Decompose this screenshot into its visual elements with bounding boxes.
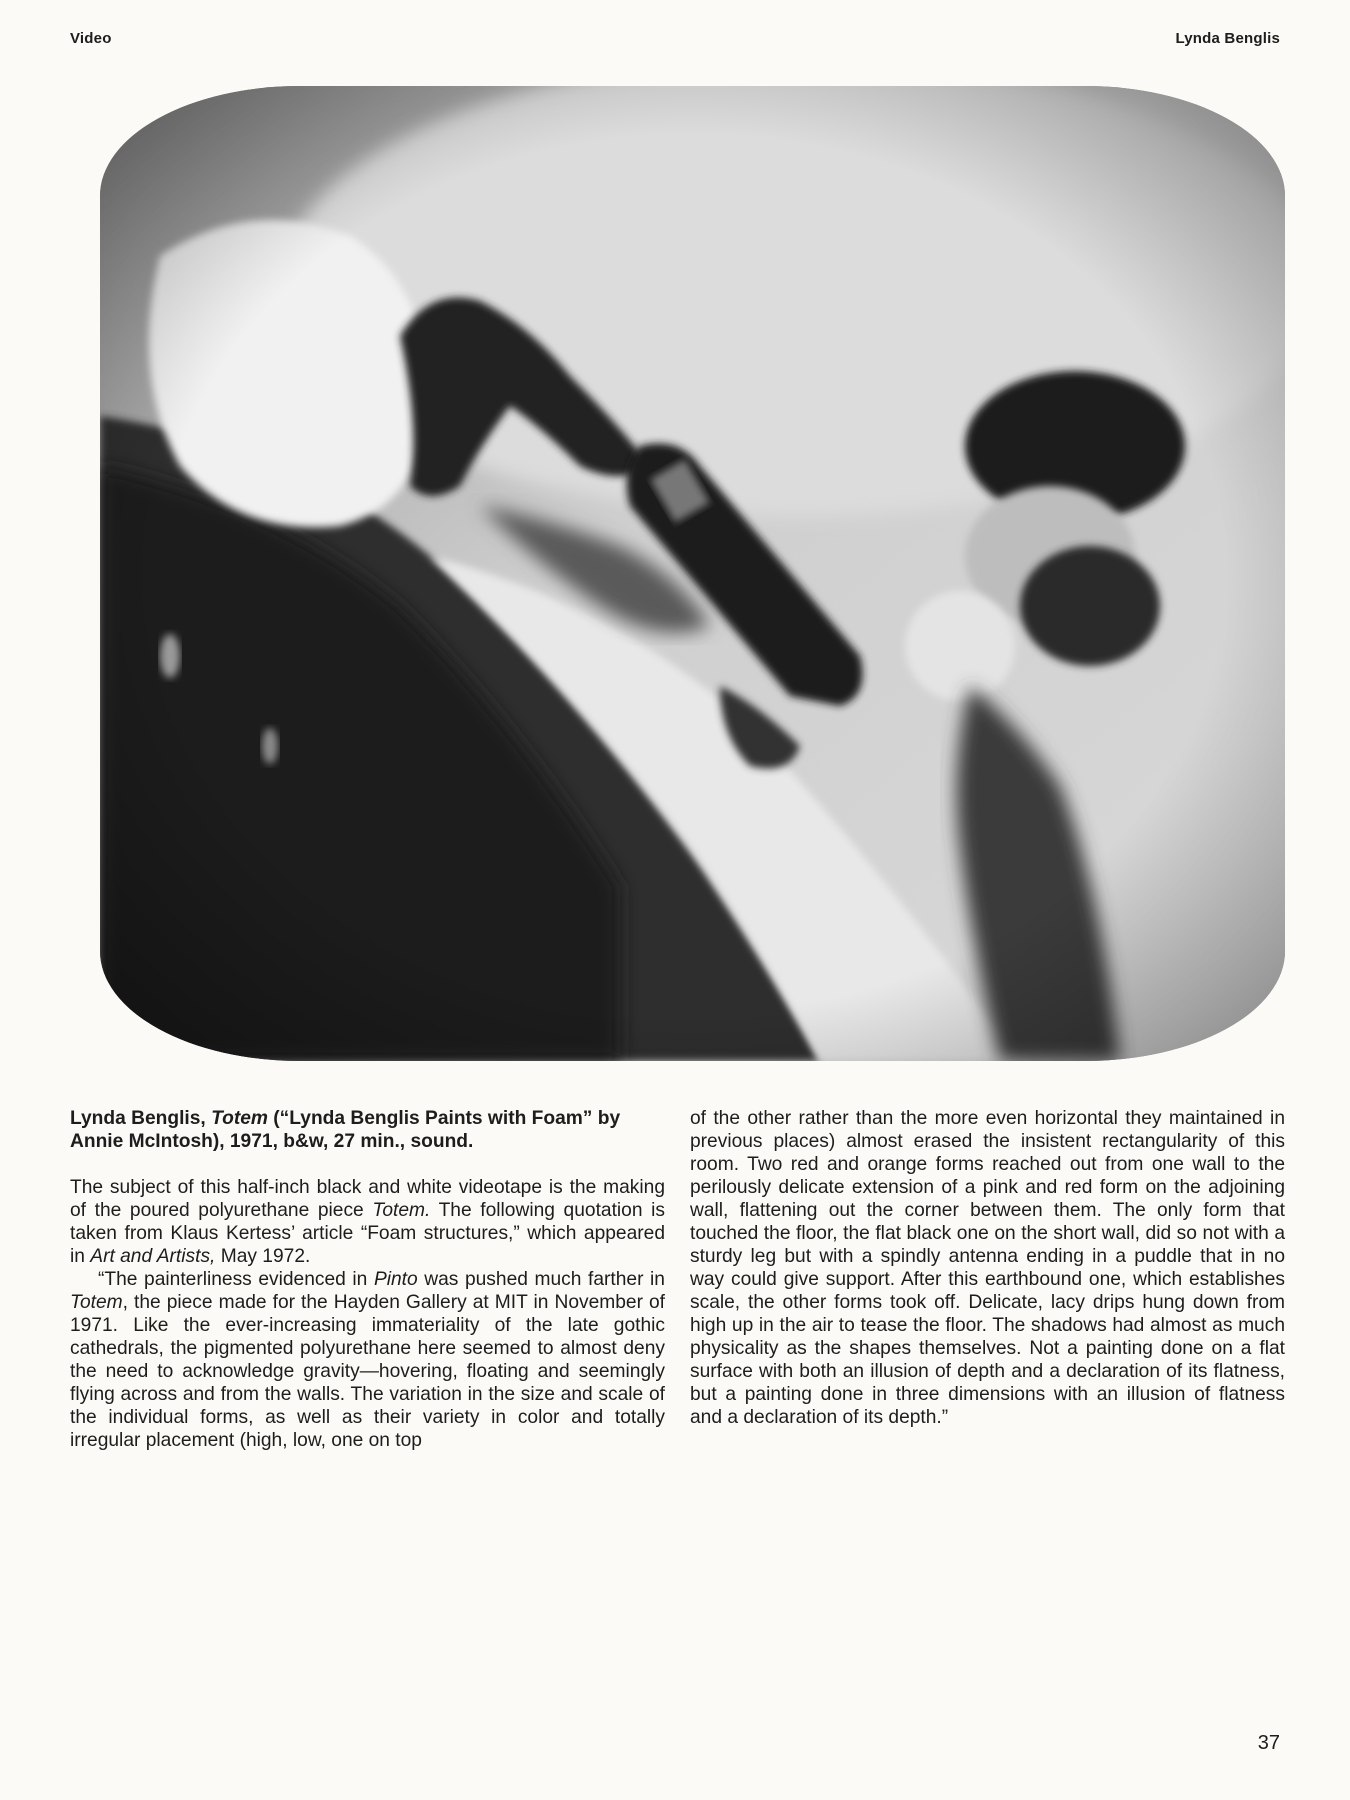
running-head-section: Video bbox=[70, 30, 112, 47]
page-number: 37 bbox=[1257, 1732, 1280, 1754]
body-text: May 1972. bbox=[215, 1246, 311, 1267]
body-paragraph-quote bbox=[70, 1268, 665, 1452]
video-still-image bbox=[100, 86, 1285, 1061]
figure-caption bbox=[70, 1107, 665, 1153]
caption-title: Totem bbox=[211, 1108, 268, 1129]
body-paragraph-intro bbox=[70, 1176, 665, 1268]
body-paragraph-continued: of the other rather than the more even horizontal they maintained in previous places) almost erased the insistent rectangularity of this room. Two red and orange forms reached out from one wall to the perilously delicate extension of a pink and red form on the adjoining wall, flattening out the corner between them. The only form that touched the floor, the flat black one on the short wall, did so not with a sturdy leg but with a spindly antenna ending in a puddle that in no way could give support. After this earthbound one, which establishes scale, the other forms took off. Delicate, lacy drips hung down from high up in the air to tease the floor. The shadows had almost as much physicality as the shapes themselves. Not a painting done on a flat surface with both an illusion of depth and a declaration of its flatness, but a painting done in three dimensions with an illusion of flatness and a declaration of its depth.” bbox=[690, 1108, 1285, 1428]
work-title: Pinto bbox=[373, 1269, 418, 1290]
video-still-photo bbox=[100, 86, 1285, 1061]
caption-details: (“Lynda Benglis Paints with Foam” by Annie McIntosh), 1971, b&w, 27 min., sound. bbox=[70, 1108, 621, 1152]
work-title: Totem bbox=[70, 1292, 123, 1313]
body-text: The following quotation is taken from Klaus Kertess’ article “Foam structures,” which appeared in bbox=[70, 1200, 665, 1267]
body-text: , the piece made for the Hayden Gallery at MIT in November of 1971. Like the ever-increasing immateriality of the late gothic cathedrals, the pigmented polyurethane here seemed to almost deny the need to acknowledge gravity—hovering, floating and seemingly flying across and from the walls. The variation in the size and scale of the individual forms, as well as their variety in color and totally irregular placement (high, low, one on top bbox=[70, 1292, 665, 1451]
body-text: The subject of this half-inch black and white videotape is the making of the poured polyurethane piece bbox=[70, 1177, 665, 1221]
caption-lead: Lynda Benglis, bbox=[70, 1108, 212, 1129]
body-text: was pushed much farther in bbox=[417, 1269, 665, 1290]
text-column-right bbox=[690, 1107, 1285, 1429]
work-title: Totem. bbox=[372, 1200, 431, 1221]
publication-title: Art and Artists, bbox=[90, 1246, 216, 1267]
running-head-artist: Lynda Benglis bbox=[1175, 30, 1280, 47]
body-text: “The painterliness evidenced in bbox=[98, 1269, 374, 1290]
text-column-left bbox=[70, 1107, 665, 1452]
